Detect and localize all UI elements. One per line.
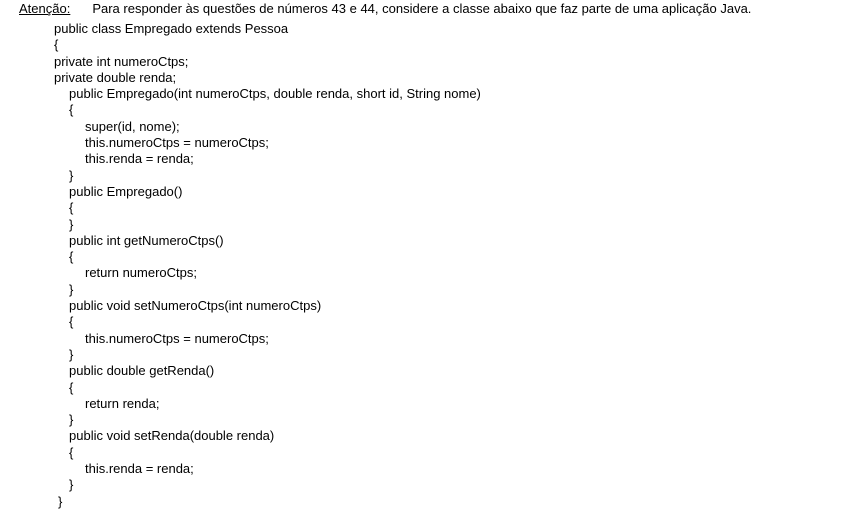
code-line: { — [54, 37, 59, 53]
code-line: private double renda; — [54, 69, 177, 85]
attention-text: Para responder às questões de números 43 e 44, considere a classe abaixo que faz parte de uma aplicação Java. — [92, 1, 752, 16]
code-line: this.numeroCtps = numeroCtps; — [85, 330, 269, 346]
code-line: public double getRenda() — [69, 363, 215, 379]
code-line: } — [69, 167, 74, 183]
code-line: this.renda = renda; — [85, 151, 194, 167]
code-line: } — [69, 281, 74, 297]
code-line: public Empregado() — [69, 183, 183, 199]
attention-label: Atenção: — [19, 1, 71, 16]
java-code-block — [0, 21, 868, 510]
code-line: { — [69, 102, 74, 118]
code-line: } — [58, 493, 63, 509]
code-line: return numeroCtps; — [85, 265, 197, 281]
code-line: { — [69, 314, 74, 330]
code-line: } — [69, 346, 74, 362]
code-line: this.renda = renda; — [85, 461, 194, 477]
code-line: { — [69, 379, 74, 395]
code-line: { — [69, 444, 74, 460]
code-line: } — [69, 216, 74, 232]
code-line: } — [69, 412, 74, 428]
attention-header — [19, 1, 751, 17]
code-line: public class Empregado extends Pessoa — [54, 21, 289, 36]
code-line: { — [69, 249, 74, 265]
code-line: public void setRenda(double renda) — [69, 428, 275, 444]
code-line: super(id, nome); — [85, 118, 180, 134]
code-line: return renda; — [85, 395, 160, 411]
code-line: this.numeroCtps = numeroCtps; — [85, 135, 269, 151]
code-line: public void setNumeroCtps(int numeroCtps) — [69, 298, 322, 314]
code-line: public Empregado(int numeroCtps, double renda, short id, String nome) — [69, 86, 481, 102]
code-line: private int numeroCtps; — [54, 53, 189, 69]
code-line: public int getNumeroCtps() — [69, 232, 224, 248]
code-line: { — [69, 200, 74, 216]
code-line: } — [69, 477, 74, 493]
